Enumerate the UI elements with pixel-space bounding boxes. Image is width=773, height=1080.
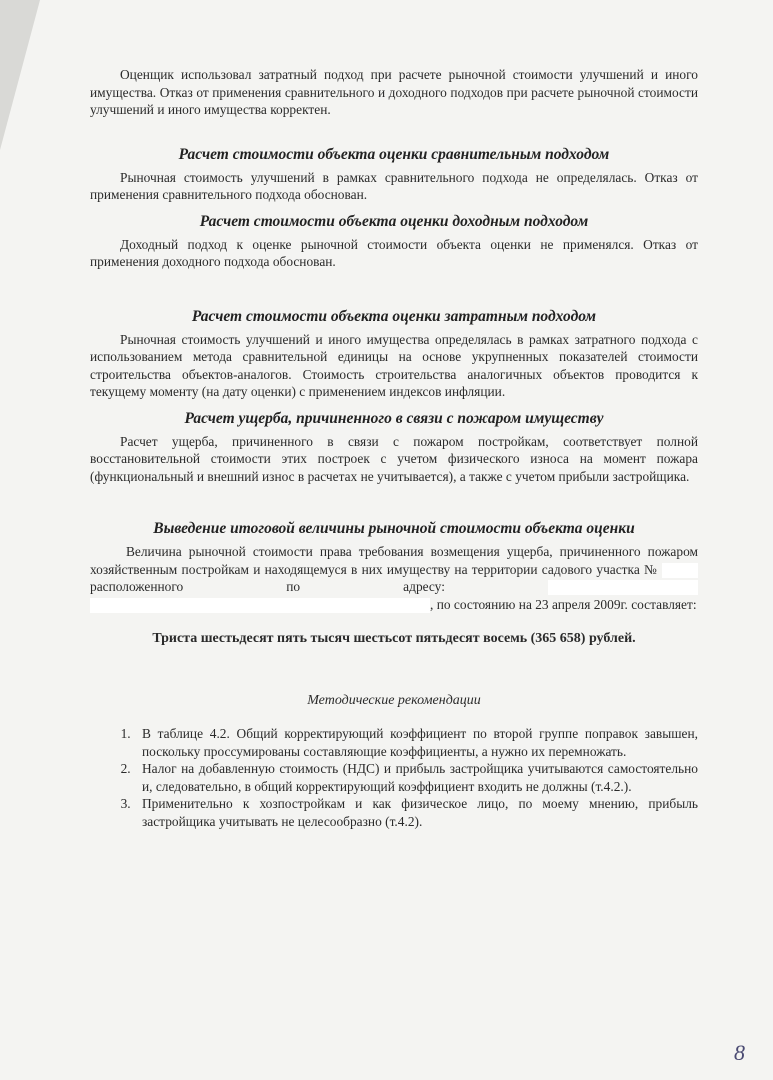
redacted-plot-number: [662, 563, 698, 578]
final-value-text-b: расположенного по адресу:: [90, 579, 445, 594]
comparative-approach-text: Рыночная стоимость улучшений в рамках сравнительного подхода не определялась. Отказ от применения сравнительного подхода обоснован.: [90, 169, 698, 202]
heading-fire-damage: Расчет ущерба, причиненного в связи с пожаром имуществу: [184, 409, 604, 427]
final-value-text-c: , по состоянию на 23 апреля 2009г. составляет:: [430, 596, 697, 612]
heading-final-value: Выведение итоговой величины рыночной стоимости объекта оценки: [153, 520, 635, 537]
heading-cost-approach: Расчет стоимости объекта оценки затратным подходом: [191, 307, 597, 325]
document-body: [90, 66, 698, 830]
recommendation-item: 3. Применительно к хозпостройкам и как физическое лицо, по моему мнению, прибыль застройщика учитывать не целесообразно (т.4.2).: [134, 795, 698, 830]
intro-paragraph: Оценщик использовал затратный подход при расчете рыночной стоимости улучшений и иного имущества. Отказ от применения сравнительного и доходного подходов при расчете рыночной стоимости улучшений и иного имущества корректен.: [90, 67, 698, 117]
heading-comparative-approach: Расчет стоимости объекта оценки сравнительным подходом: [178, 145, 610, 163]
income-approach-text: Доходный подход к оценке рыночной стоимости объекта оценки не применялся. Отказ от применения доходного подхода обоснован.: [90, 236, 698, 269]
cost-approach-text: Рыночная стоимость улучшений и иного имущества определялась в рамках затратного подхода с использованием метода сравнительной единицы на основе укрупненных показателей стоимости строительства объектов-аналогов. Стоимость строительства аналогичных объектов проводится к текущему моменту (на дату оценки) с применением индексов инфляции.: [90, 331, 698, 399]
final-value-text-a: Величина рыночной стоимости права требования возмещения ущерба, причиненного пожаром хозяйственным постройкам и находящемуся в них имуществу на территории садового участка №: [90, 544, 698, 577]
redacted-address-part-1: [548, 580, 698, 595]
heading-income-approach: Расчет стоимости объекта оценки доходным подходом: [199, 212, 589, 230]
recommendation-item: 2. Налог на добавленную стоимость (НДС) и прибыль застройщика учитываются самостоятельно и, следовательно, в общий корректирующий коэффициент входить не должны (т.4.2.).: [134, 760, 698, 795]
recommendations-title: Методические рекомендации: [307, 692, 481, 708]
final-value-text: [90, 543, 698, 613]
recommendation-item: 1. В таблице 4.2. Общий корректирующий коэффициент по второй группе поправок завышен, поскольку проссумированы составляющие коэффициенты, а нужно их перемножать.: [134, 725, 698, 760]
redacted-address-part-2: [90, 598, 430, 613]
fire-damage-text: Расчет ущерба, причиненного в связи с пожаром постройкам, соответствует полной восстановительной стоимости этих построек с учетом физического износа на момент пожара (функциональный и внешний износ в расчетах не учитывается), а также с учетом прибыли застройщика.: [90, 433, 698, 484]
page-corner-shadow: [0, 0, 40, 150]
recommendations-list: [90, 725, 698, 830]
page-number: 8: [734, 1040, 745, 1065]
total-value: Триста шестьдесят пять тысяч шестьсот пятьдесят восемь (365 658) рублей.: [152, 631, 636, 646]
